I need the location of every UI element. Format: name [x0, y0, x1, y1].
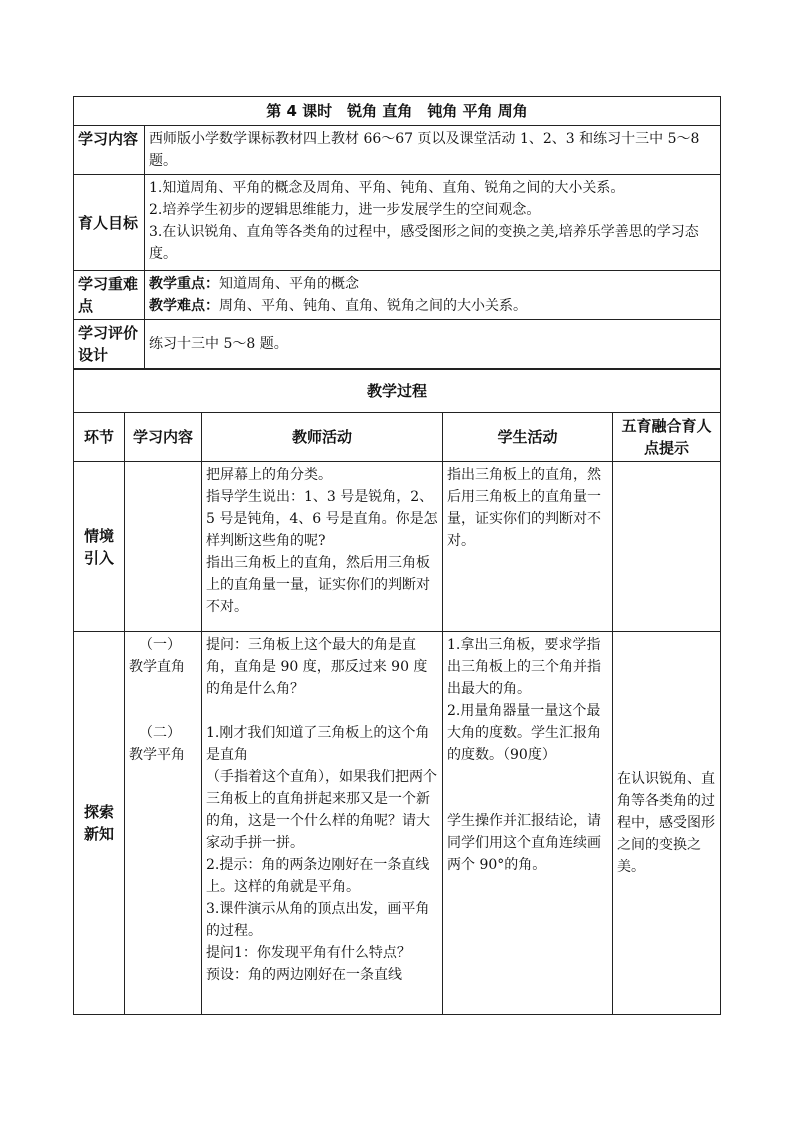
difficulty-text: 周角、平角、钝角、直角、锐角之间的大小关系。 [219, 298, 527, 314]
teacher-item: 2.提示：角的两条边刚好在一条直线上。这样的角就是平角。 [206, 857, 430, 895]
teacher-cell [202, 632, 443, 1015]
goal-item: 1.知道周角、平角的概念及周角、平角、钝角、直角、锐角之间的大小关系。 [149, 180, 625, 196]
content-item: 教学直角 [129, 659, 185, 675]
process-title: 教学过程 [74, 370, 721, 413]
teacher-item: （手指着这个直角），如果我们把两个三角板上的直角拼起来那又是一个新的角，这是一个什么样的角呢？请大家动手拼一拼。 [206, 769, 437, 851]
student-item: 指出三角板上的直角，然后用三角板上的直角量一量，证实你们的判断对不对。 [447, 467, 601, 549]
goals-list [145, 175, 721, 271]
content-cell [125, 632, 202, 1015]
difficulty-label: 教学难点： [149, 298, 219, 314]
eval-label: 学习评价设计 [74, 320, 145, 369]
eval-text: 练习十三中 5～8 题。 [145, 320, 721, 369]
teacher-cell [202, 462, 443, 632]
col-teacher: 教师活动 [202, 413, 443, 462]
col-content: 学习内容 [125, 413, 202, 462]
content-label: 学习内容 [74, 126, 145, 175]
col-student: 学生活动 [443, 413, 613, 462]
table-row [74, 462, 721, 632]
content-cell [125, 462, 202, 632]
stage-explore: 探索新知 [74, 632, 125, 1015]
stage-intro: 情境引入 [74, 462, 125, 632]
teacher-item: 预设：角的两边刚好在一条直线 [206, 967, 402, 983]
student-item: 学生操作并汇报结论，请同学们用这个直角连续画两个 90°的角。 [447, 813, 601, 873]
content-item: （二） [139, 725, 181, 741]
student-cell [443, 462, 613, 632]
content-item: （一） [139, 637, 181, 653]
key-label: 学习重难点 [74, 271, 145, 320]
process-table [73, 369, 721, 1015]
teacher-item: 1.刚才我们知道了三角板上的这个角是直角 [206, 725, 430, 763]
col-tip: 五育融合育人点提示 [613, 413, 721, 462]
teacher-item: 把屏幕上的角分类。 [206, 467, 332, 483]
teacher-item: 指出三角板上的直角，然后用三角板上的直角量一量，证实你们的判断对不对。 [206, 555, 430, 615]
tip-cell [613, 462, 721, 632]
goals-label: 育人目标 [74, 175, 145, 271]
goal-item: 3.在认识锐角、直角等各类角的过程中，感受图形之间的变换之美,培养乐学善思的学习态度。 [149, 224, 699, 262]
teacher-item: 提问：三角板上这个最大的角是直角，直角是 90 度，那反过来 90 度的角是什么角？ [206, 637, 428, 697]
teacher-item: 指导学生说出：1、3 号是锐角，2、5 号是钝角，4、6 号是直角。你是怎样判断这些角的呢? [206, 489, 438, 549]
col-stage: 环节 [74, 413, 125, 462]
key-point-label: 教学重点： [149, 276, 219, 292]
key-point-text: 知道周角、平角的概念 [219, 276, 359, 292]
key-difficulty [145, 271, 721, 320]
content-text: 西师版小学数学课标教材四上教材 66～67 页以及课堂活动 1、2、3 和练习十三中 5～8 题。 [145, 126, 721, 175]
student-cell [443, 632, 613, 1015]
lesson-title: 第 4 课时 锐角 直角 钝角 平角 周角 [74, 97, 721, 126]
student-item: 2.用量角器量一量这个最大角的度数。学生汇报角的度数。（90度） [447, 703, 601, 763]
goal-item: 2.培养学生初步的逻辑思维能力，进一步发展学生的空间观念。 [149, 202, 541, 218]
table-row [74, 632, 721, 1015]
student-item: 1.拿出三角板，要求学指出三角板上的三个角并指出最大的角。 [447, 637, 601, 697]
content-item: 教学平角 [129, 747, 185, 763]
lesson-info-table [73, 96, 721, 369]
tip-cell: 在认识锐角、直角等各类角的过程中，感受图形之间的变换之美。 [613, 632, 721, 1015]
teacher-item: 3.课件演示从角的顶点出发，画平角的过程。 [206, 901, 430, 939]
teacher-item: 提问1：你发现平角有什么特点？ [206, 945, 411, 961]
